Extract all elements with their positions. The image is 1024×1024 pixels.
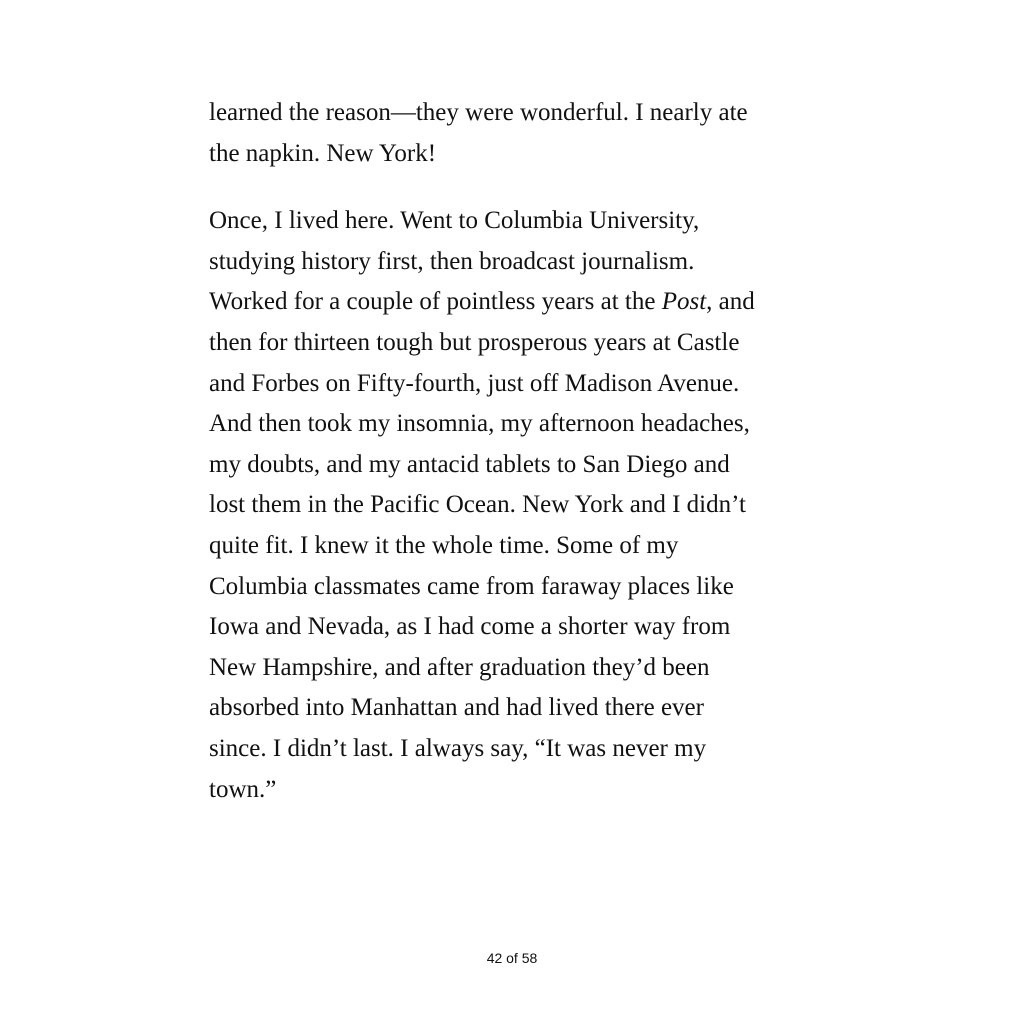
text-line: the napkin. New York! — [209, 139, 437, 167]
text-line: And then took my insomnia, my afternoon headaches, — [209, 410, 750, 438]
text-line: then for thirteen tough but prosperous years at Castle — [209, 328, 740, 356]
text-line: town.” — [209, 775, 277, 803]
text-line: Iowa and Nevada, as I had come a shorter way from — [209, 613, 731, 641]
text-line: lost them in the Pacific Ocean. New York and I didn’t — [209, 491, 746, 519]
text-line: Columbia classmates came from faraway places like — [209, 572, 734, 600]
text-line: learned the reason—they were wonderful. I nearly ate — [209, 99, 748, 126]
text-line — [209, 282, 829, 323]
text-line: my doubts, and my antacid tablets to San Diego and — [209, 450, 730, 478]
page-indicator: 42 of 58 — [486, 950, 538, 966]
text-line: New Hampshire, and after graduation they’d been — [209, 653, 710, 681]
paragraph-1 — [209, 93, 829, 174]
text-segment: Worked for a couple of pointless years at the — [209, 288, 662, 316]
text-line: since. I didn’t last. I always say, “It was never my — [209, 734, 707, 762]
italic-title: Post — [661, 288, 707, 316]
body-text — [209, 93, 829, 810]
text-line: quite fit. I knew it the whole time. Some of my — [209, 531, 679, 559]
paragraph-2 — [209, 201, 829, 810]
text-line: and Forbes on Fifty-fourth, just off Madison Avenue. — [209, 369, 740, 397]
text-line: studying history first, then broadcast journalism. — [209, 247, 695, 275]
text-line: Once, I lived here. Went to Columbia University, — [209, 207, 700, 235]
text-line: absorbed into Manhattan and had lived there ever — [209, 694, 704, 722]
text-segment: , and — [706, 288, 755, 316]
